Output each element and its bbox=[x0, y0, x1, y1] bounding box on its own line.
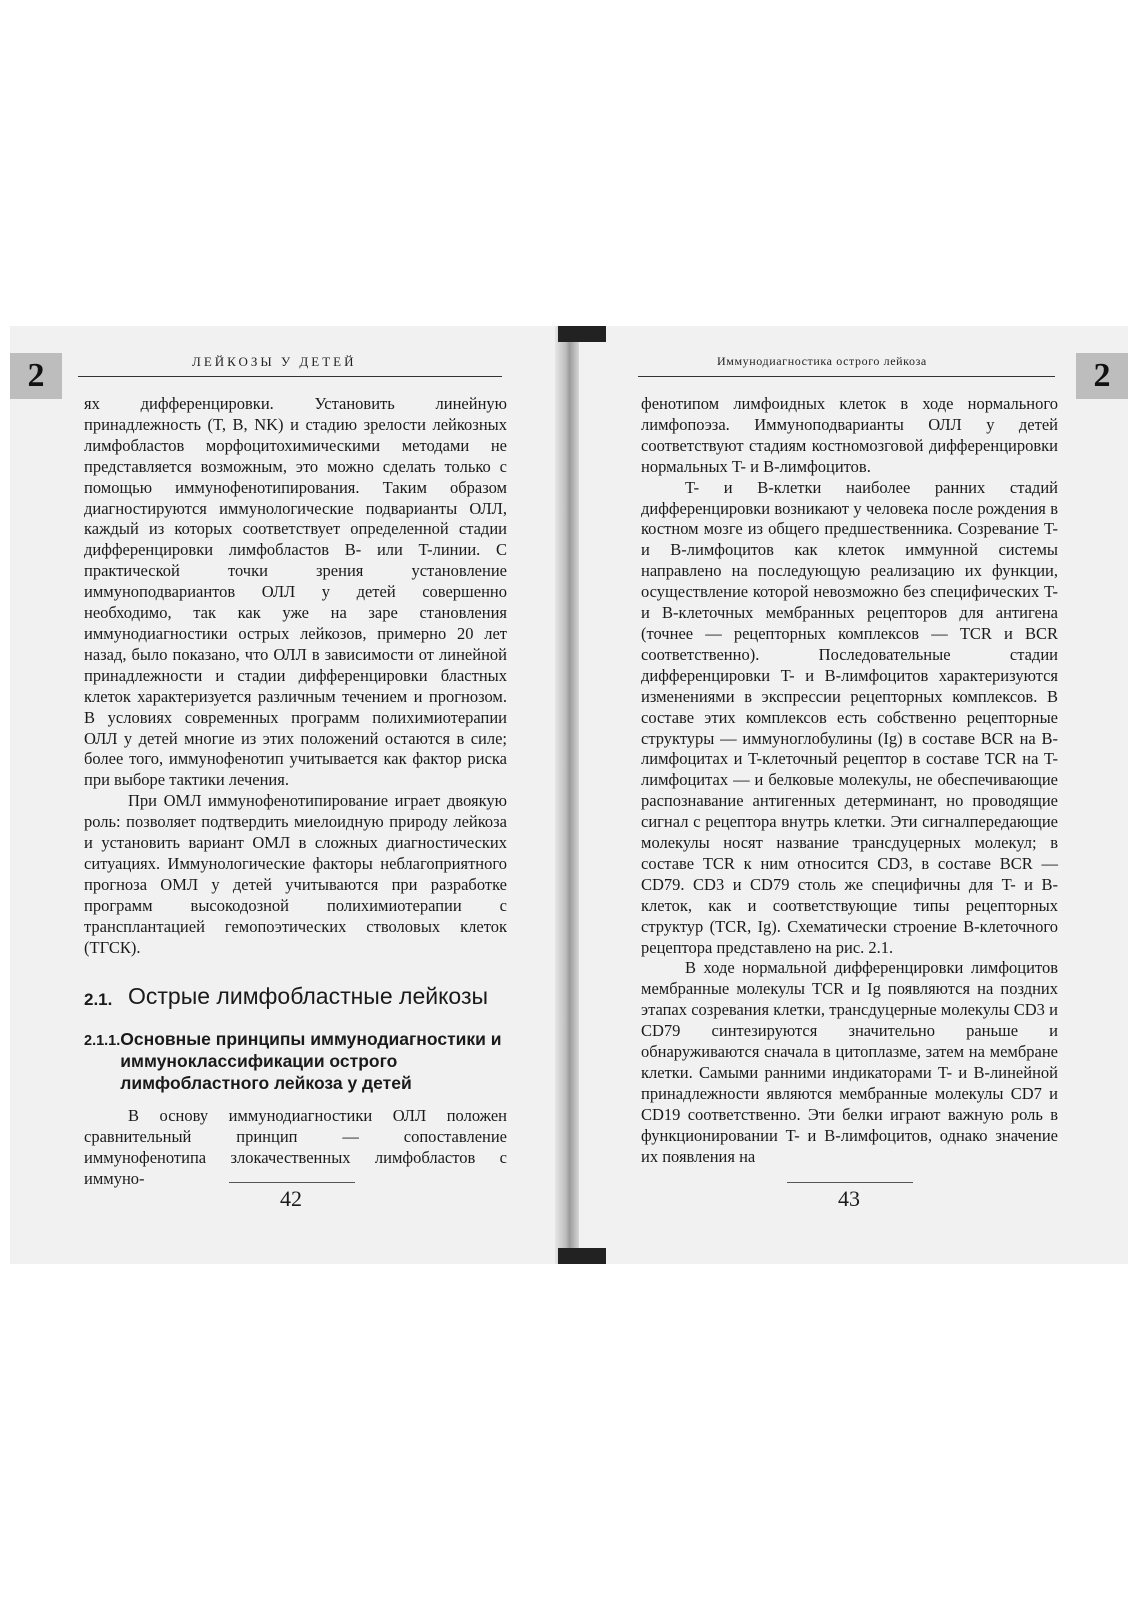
footer-rule bbox=[229, 1182, 355, 1183]
paragraph: ях дифференцировки. Установить линейную принадлежность (T, B, NK) и стадию зрелости лейкозных лимфобластов морфоцитохимическими методами не представляется возможным, это можно сделать только с помощью иммунофенотипирования. Таким образом диагностируются иммунологические подварианты ОЛЛ, каждый из которых соответствует определенной стадии дифференцировки лимфобластов B- или T-линии. С практической точки зрения установление иммуноподвариантов ОЛЛ у детей совершенно необходимо, так как уже на заре становления иммунодиагностики острых лейкозов, примерно 20 лет назад, было показано, что ОЛЛ в зависимости от линейной принадлежности и стадии дифференцировки бластных клеток характеризуется различным течением и прогнозом. В условиях современных программ полихимиотерапии ОЛЛ у детей многие из этих положений остаются в силе; более того, иммунофенотип учитывается как фактор риска при выборе тактики лечения. bbox=[84, 394, 507, 790]
left-page bbox=[10, 326, 555, 1264]
paragraph: В основу иммунодиагностики ОЛЛ положен сравнительный принцип — сопоставление иммунофенотипа злокачественных лимфобластов с иммуно- bbox=[84, 1106, 507, 1189]
section-heading bbox=[84, 982, 507, 1014]
subsection-title: Основные принципы иммунодиагностики и иммуноклассификации острого лимфобластного лейкоза у детей bbox=[120, 1029, 502, 1094]
page-number: 42 bbox=[280, 1186, 302, 1211]
paragraph: T- и B-клетки наиболее ранних стадий дифференцировки возникают у человека после рождения в костном мозге из общего предшественника. Созревание T- и B-лимфоцитов как клеток иммунной системы направлено на последующую реализацию их функции, осуществление которой невозможно без специфических T- и B-клеточных мембранных рецепторов для антигена (точнее — рецепторных комплексов — TCR и BCR соответственно). Последовательные стадии дифференцировки T- и B-лимфоцитов характеризуются изменениями в экспрессии рецепторных комплексов. В составе этих комплексов есть собственно рецепторные структуры — иммуноглобулины (Ig) в составе BCR на B-лимфоцитах и T-клеточный рецептор в составе TCR на T-лимфоцитах — и белковые молекулы, не обеспечивающие распознавание антигенных детерминант, но проводящие сигнал с рецептора внутрь клетки. Эти сигналпередающие молекулы носят название трансдуцерных молекул; в составе TCR к ним относится CD3, в составе BCR — CD79. CD3 и CD79 столь же специфичны для T- и B-клеток, как и соответствующие типы рецепторных структур (TCR, Ig). Схематически строение B-клеточного рецептора представлено на рис. 2.1. bbox=[641, 477, 1058, 957]
subsection-heading bbox=[84, 1028, 507, 1094]
page-number: 43 bbox=[838, 1186, 860, 1211]
header-rule bbox=[78, 376, 502, 377]
subsection-number: 2.1.1. bbox=[84, 1033, 121, 1050]
footer-rule bbox=[787, 1182, 913, 1183]
section-number: 2.1. bbox=[84, 990, 113, 1010]
chapter-tab: 2 bbox=[10, 353, 62, 399]
right-page bbox=[579, 326, 1128, 1264]
paragraph: В ходе нормальной дифференцировки лимфоцитов мембранные молекулы TCR и Ig появляются на поздних этапах созревания клетки, трансдуцерные молекулы CD3 и CD79 синтезируются значительно раньше и обнаруживаются сначала в цитоплазме, затем на мембране клетки. Самыми ранними индикаторами T- и B-линейной принадлежности являются мембранные молекулы CD7 и CD19 соответственно. Эти белки играют важную роль в функционировании T- и B-лимфоцитов, однако значение их появления на bbox=[641, 958, 1058, 1166]
paragraph: фенотипом лимфоидных клеток в ходе нормального лимфопоэза. Иммуноподварианты ОЛЛ у детей соответствуют стадиям костномозговой дифференцировки нормальных T- и B-лимфоцитов. bbox=[641, 394, 1058, 476]
book-spread bbox=[10, 326, 1128, 1264]
page-body bbox=[641, 394, 1058, 1168]
running-head: ЛЕЙКОЗЫ У ДЕТЕЙ bbox=[192, 354, 357, 369]
paragraph: При ОМЛ иммунофенотипирование играет двоякую роль: позволяет подтвердить миелоидную природу лейкоза и установить вариант ОМЛ в сложных диагностических ситуациях. Иммунологические факторы неблагоприятного прогноза ОМЛ у детей учитываются при разработке программ высокодозной полихимиотерапии с трансплантацией гемопоэтических стволовых клеток (ТГСК). bbox=[84, 791, 507, 957]
section-title: Острые лимфобластные лейкозы bbox=[128, 983, 489, 1010]
book-gutter bbox=[555, 326, 579, 1264]
chapter-tab: 2 bbox=[1076, 353, 1128, 399]
page-body bbox=[84, 394, 507, 1190]
header-rule bbox=[638, 376, 1055, 377]
running-head: Иммунодиагностика острого лейкоза bbox=[717, 354, 927, 368]
